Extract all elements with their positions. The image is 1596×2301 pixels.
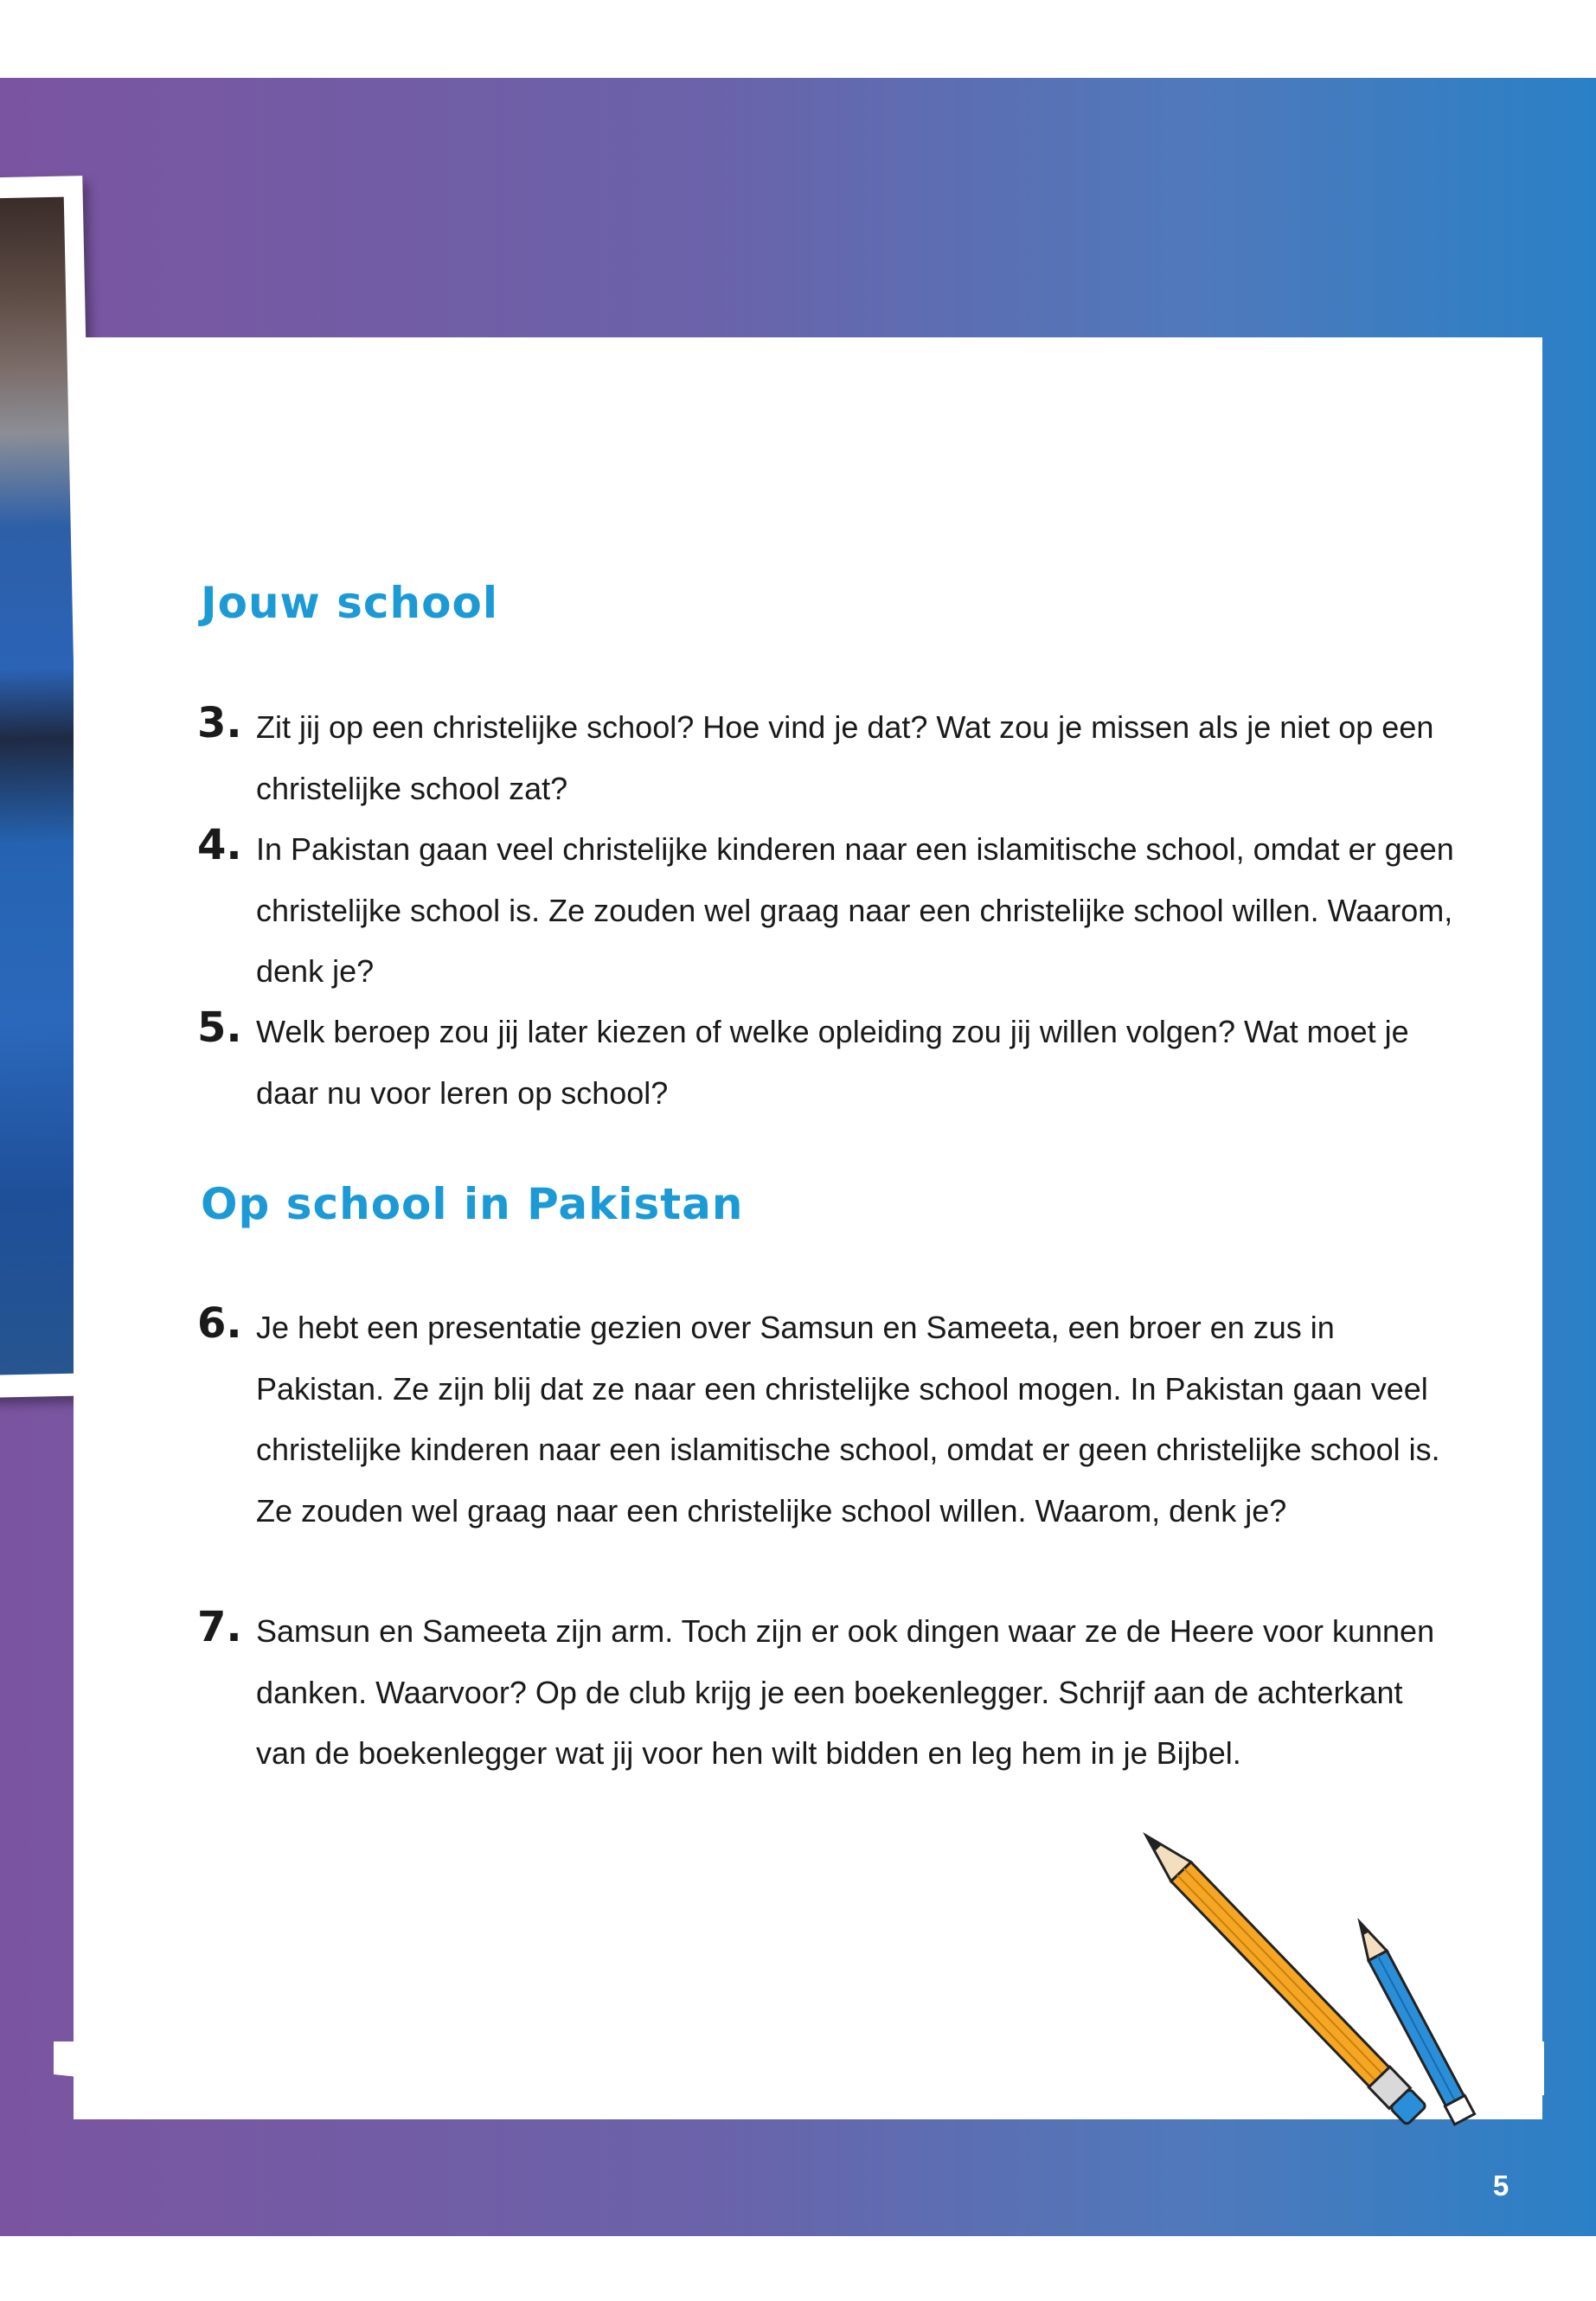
question-text: Je hebt een presentatie gezien over Samsun en Sameeta, een broer en zus in Pakistan. Ze zijn blij dat ze naar een christelijke school mogen. In Pakistan gaan veel christelijke kinderen naar een islamitische school, omdat er geen christelijke school is. Ze zouden wel graag naar een christelijke school willen. Waarom, denk je? — [256, 1310, 1440, 1529]
page-number: 5 — [1492, 2170, 1509, 2202]
question-7 — [197, 1601, 1460, 1785]
question-3 — [197, 697, 1460, 819]
section-heading-op-school-in-pakistan: Op school in Pakistan — [201, 1179, 744, 1229]
question-number: 7. — [197, 1603, 242, 1651]
question-number: 6. — [197, 1299, 242, 1348]
question-4 — [197, 819, 1460, 1003]
question-number: 4. — [197, 821, 242, 869]
section-heading-jouw-school: Jouw school — [201, 578, 498, 628]
question-text: Samsun en Sameeta zijn arm. Toch zijn er ook dingen waar ze de Heere voor kunnen danken. Waarvoor? Op de club krijg je een boekenlegger. Schrijf aan de achterkant van de boekenlegger wat jij voor hen wilt bidden en leg hem in je Bijbel. — [256, 1613, 1435, 1771]
question-6 — [197, 1298, 1460, 1541]
pencils-illustration — [1125, 1825, 1514, 2189]
question-number: 3. — [197, 699, 242, 747]
question-text: Zit jij op een christelijke school? Hoe vind je dat? Wat zou je missen als je niet op een christelijke school zat? — [256, 709, 1434, 806]
question-text: Welk beroep zou jij later kiezen of welke opleiding zou jij willen volgen? Wat moet je daar nu voor leren op school? — [256, 1014, 1409, 1111]
question-text: In Pakistan gaan veel christelijke kinderen naar een islamitische school, omdat er geen christelijke school is. Ze zouden wel graag naar een christelijke school willen. Waarom, denk je? — [256, 831, 1454, 989]
question-number: 5. — [197, 1003, 242, 1052]
question-5 — [197, 1002, 1460, 1124]
